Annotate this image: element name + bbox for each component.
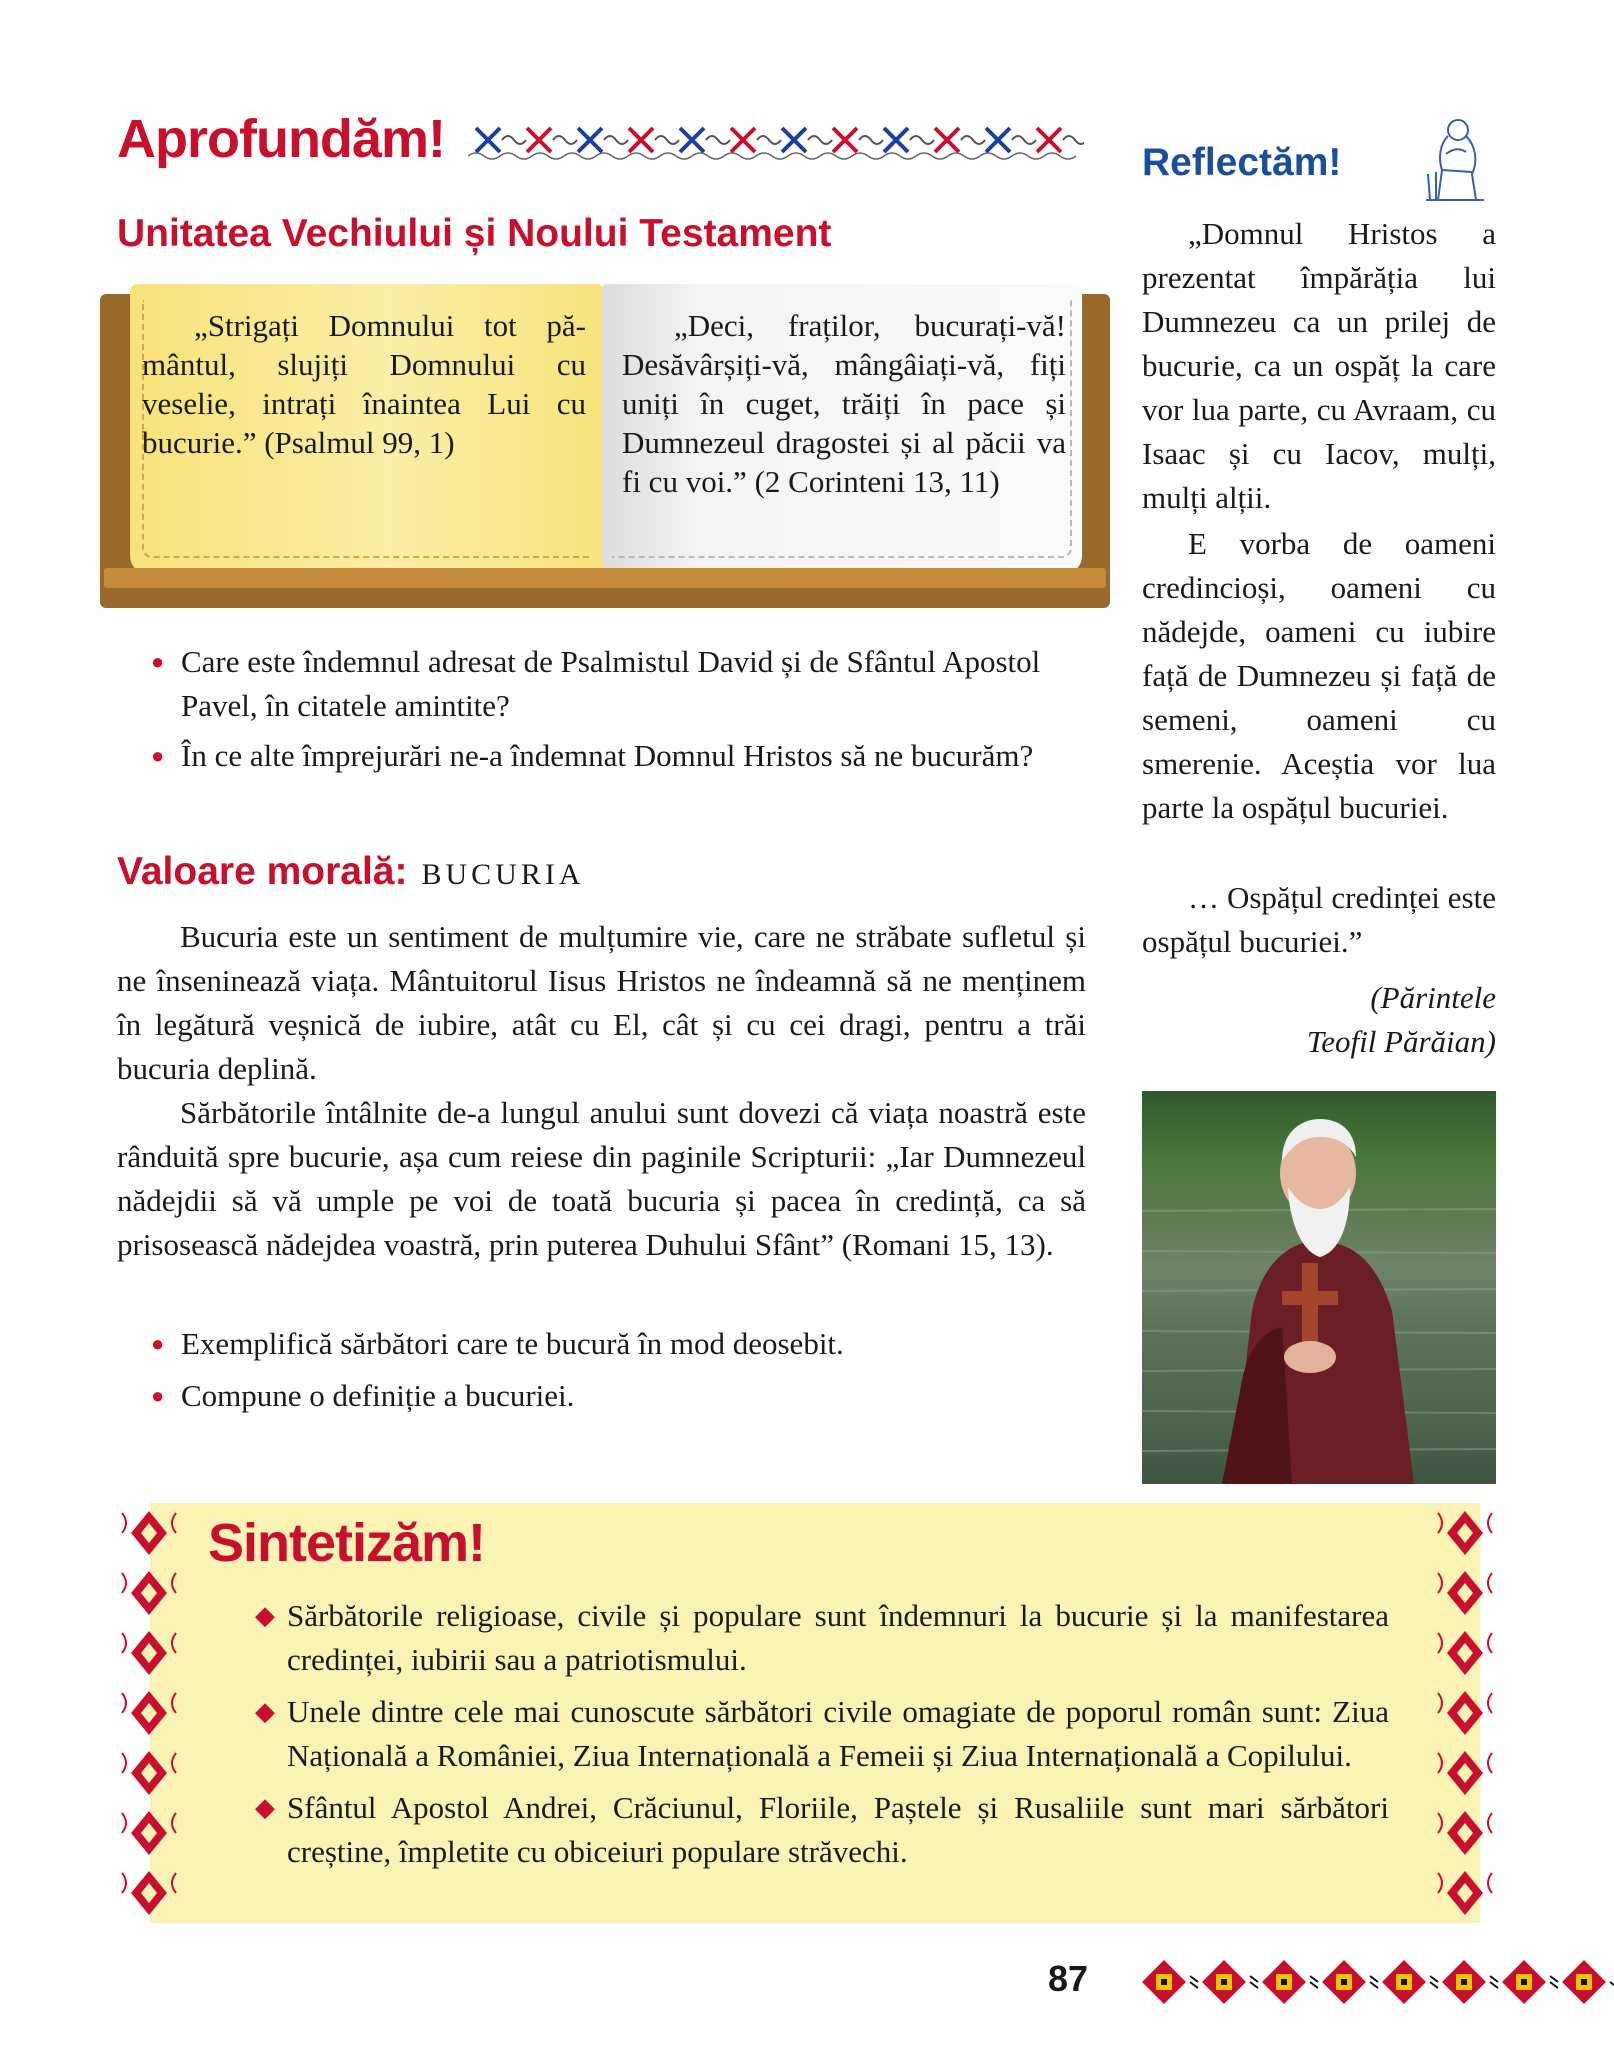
book-right-quote: „Deci, fraților, bucurați-vă! Desăvârșiți-vă, mângâiați-vă, fiți uniți în cuget, trăiți în pace și Dumnezeul dragostei și al păcii va fi cu voi.” (2 Corinteni 13, 11) bbox=[622, 308, 1066, 499]
bullet-icon: ● bbox=[151, 743, 165, 768]
summary-list bbox=[255, 1594, 1389, 1874]
list-item: ● În ce alte împrejurări ne-a îndemnat Domnul Hristos să ne bucurăm? bbox=[181, 734, 1086, 778]
list-item: ◆ Sfântul Apostol Andrei, Crăciunul, Floriile, Paștele și Rusaliile sunt mari sărbători creștine, împletite cu obiceiuri populare străvechi. bbox=[287, 1786, 1389, 1874]
list-item: ● Exemplifică sărbători care te bucură în mod deosebit. bbox=[181, 1322, 1086, 1366]
bullet-icon: ● bbox=[151, 1383, 165, 1408]
book-left-quote: „Strigați Domnului tot pământul, slujiți Domnului cu veselie, intrați înaintea Lui cu bucurie.” (Psalmul 99, 1) bbox=[142, 308, 586, 460]
thinking-figure-icon bbox=[1416, 114, 1486, 206]
aprofundam-heading: Aprofundăm! bbox=[117, 109, 445, 169]
question-list bbox=[151, 640, 1086, 778]
list-item: ◆ Unele dintre cele mai cunoscute sărbători civile omagiate de poporul român sunt: Ziua Națională a României, Ziua Internațională a Femeii și Ziua Internațională a Copilului. bbox=[287, 1690, 1389, 1778]
diamond-bullet-icon: ◆ bbox=[255, 1697, 275, 1726]
reflectam-quote-3: … Ospățul credinței este ospățul bucuriei.” bbox=[1142, 880, 1496, 959]
reflectam-quote-2: E vorba de oameni credincioși, oameni cu nădejde, oameni cu iubire față de Dumnezeu și față de semeni, oameni cu smerenie. Aceștia vor lua parte la ospățul bucuriei. bbox=[1142, 526, 1496, 825]
list-item: ◆ Sărbătorile religioase, civile și populare sunt îndemnuri la bucurie și la manifestarea credinței, iubirii sau a patriotismului. bbox=[287, 1594, 1389, 1682]
quote-author: (Părintele Teofil Părăian) bbox=[1306, 980, 1496, 1059]
folk-ornament-icon bbox=[118, 1503, 180, 1923]
sintetizam-heading: Sintetizăm! bbox=[208, 1513, 486, 1573]
list-item: ● Compune o definiție a bucuriei. bbox=[181, 1374, 1086, 1418]
section-subheading: Unitatea Vechiului și Noului Testament bbox=[117, 212, 832, 255]
open-book-illustration bbox=[100, 278, 1110, 608]
moral-value-paragraph-2: Sărbătorile întâlnite de-a lungul anului sunt dovezi că viața noastră este rânduită spre bucurie, așa cum reiese din paginile Scripturii: „Iar Dumnezeul nădejdii să vă umple pe voi de toată bucuria și pacea în credință, ca să prisosească nădejdea voastră, prin puterea Duhului Sfânt” (Romani 15, 13). bbox=[117, 1095, 1086, 1262]
moral-value-paragraph-1: Bucuria este un sentiment de mulțumire vie, care ne străbate sufletul și ne înseninează viața. Mântuitorul Iisus Hristos ne îndeamnă să ne menținem în legătură veșnică de iubire, atât cu El, cât și cu cei dragi, pentru a trăi bucuria deplină. bbox=[117, 919, 1086, 1086]
folk-ornament-icon bbox=[1140, 1952, 1614, 2012]
reflectam-quote-1: „Domnul Hristos a prezentat împărăția lui Dumnezeu ca un prilej de bucurie, ca un ospăț la care vor lua parte, cu Avraam, cu Isaac și cu Iacov, mulți, mulți alții. bbox=[1142, 216, 1496, 515]
moral-value-heading: Valoare morală: BUCURIA bbox=[117, 850, 585, 893]
page-number: 87 bbox=[1048, 1958, 1089, 1999]
priest-photo bbox=[1142, 1091, 1496, 1484]
bullet-icon: ● bbox=[151, 649, 165, 674]
task-list bbox=[151, 1322, 1086, 1418]
diamond-bullet-icon: ◆ bbox=[255, 1601, 275, 1630]
list-item: ● Care este îndemnul adresat de Psalmistul David și de Sfântul Apostol Pavel, în citatele amintite? bbox=[181, 640, 1086, 728]
diamond-bullet-icon: ◆ bbox=[255, 1793, 275, 1822]
folk-ornament-icon bbox=[1434, 1503, 1496, 1923]
folk-ornament-icon bbox=[468, 122, 1084, 162]
bullet-icon: ● bbox=[151, 1331, 165, 1356]
reflectam-heading: Reflectăm! bbox=[1142, 141, 1342, 184]
